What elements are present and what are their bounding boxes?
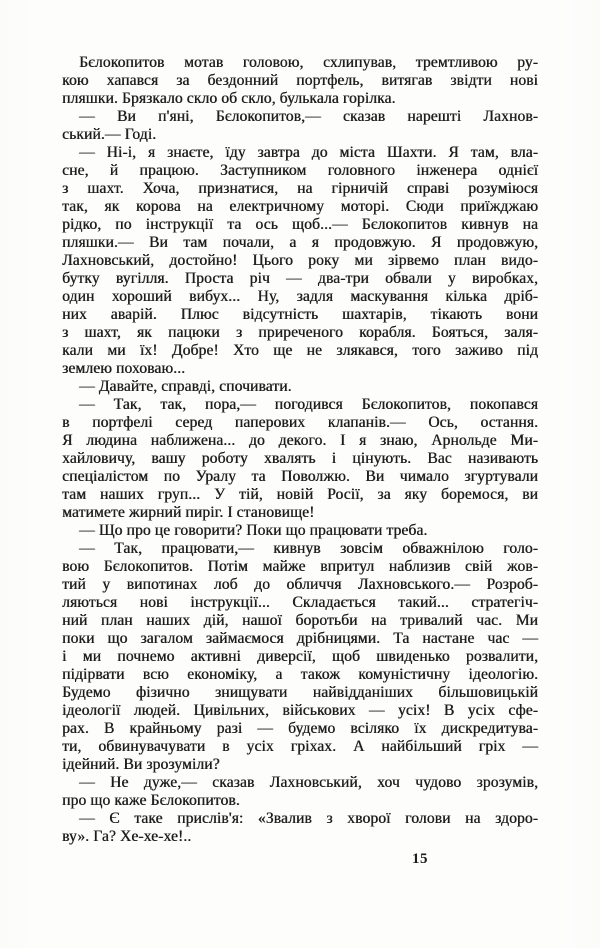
text-line: в портфелі серед паперових клапанів.— Ось, остання. — [62, 414, 538, 431]
text-line: Лахновський, достойно! Цього року ми зірвемо план видо- — [62, 252, 538, 269]
text-line: — Давайте, справді, спочивати. — [79, 378, 292, 395]
text-line: рідко, по інструкції та ось щоб...— Бєлокопитов кивнув на — [62, 216, 538, 233]
text-line: — Так, так, пора,— погодився Бєлокопитов, покопався — [79, 396, 538, 413]
text-line: ляються нові інструкції... Складається такий... стратегіч- — [62, 594, 538, 611]
text-line: Я людина наближена... до декого. І я знаю, Арнольде Ми- — [62, 432, 538, 449]
text-line: вою Бєлокопитов. Потім майже впритул наблизив свій жов- — [62, 558, 538, 575]
text-line: — Є таке прислів'я: «Звалив з хворої голови на здоро- — [79, 810, 538, 827]
text-line: там наших груп... У тій, новій Росії, за яку боремося, ви — [62, 486, 538, 503]
text-line: один хороший вибух... Ну, задля маскування кілька дріб- — [62, 288, 538, 305]
text-line: тий у випотинах лоб до обличчя Лахновського.— Розроб- — [62, 576, 538, 593]
page-number: 15 — [412, 851, 428, 867]
text-block — [62, 54, 538, 846]
text-line: — Ні-і, я знаєте, їду завтра до міста Шахти. Я там, вла- — [79, 144, 538, 161]
text-line: ідеології людей. Цивільних, військових — усіх! В усіх сфе- — [62, 702, 538, 719]
text-line: про що каже Бєлокопитов. — [62, 792, 240, 809]
text-line: кали ми їх! Добре! Хто ще не злякався, того заживо під — [62, 342, 538, 359]
text-line: — Що про це говорити? Поки що працювати треба. — [79, 522, 428, 539]
text-line: поки що загалом займаємося дрібницями. Та настане час — — [62, 630, 538, 647]
text-line: сне, й працюю. Заступником головного інженера однієї — [62, 162, 538, 179]
text-line: матимете жирний пиріг. І становище! — [62, 504, 315, 521]
text-line: рах. В крайньому разі — будемо всіляко їх дискредитува- — [62, 720, 538, 737]
text-line: ти, обвинувачувати в усіх гріхах. А найбільший гріх — — [62, 738, 538, 755]
text-line: Бєлокопитов мотав головою, схлипував, тремтливою ру- — [79, 54, 538, 71]
text-line: — Так, працювати,— кивнув зовсім обважнілою голо- — [79, 540, 538, 557]
text-line: хайловичу, вашу роботу хвалять і цінують. Вас називають — [62, 450, 538, 467]
text-line: з шахт. Хоча, признатися, на гірничій справі розуміюся — [62, 180, 538, 197]
text-line: них аварій. Плюс відсутність шахтарів, тікають вони — [62, 306, 538, 323]
text-line: ву». Га? Хе-хе-хе!.. — [62, 828, 192, 845]
text-line: підірвати всю економіку, а також комуністичну ідеологію. — [62, 666, 538, 683]
text-line: ний план наших дій, нашої боротьби на тривалий час. Ми — [62, 612, 538, 629]
text-line: Будемо фізично знищувати найвідданіших більшовицькій — [62, 684, 538, 701]
text-line: так, як корова на електричному моторі. Сюди приїжджаю — [62, 198, 538, 215]
text-line: з шахт, як пацюки з приреченого корабля. Бояться, заля- — [62, 324, 538, 341]
text-line: спеціалістом по Уралу та Поволжю. Ви чимало згуртували — [62, 468, 538, 485]
text-line: землею поховаю... — [62, 360, 186, 377]
text-line: — Ви п'яні, Бєлокопитов,— сказав нарешті Лахнов- — [79, 108, 538, 125]
text-line: ський.— Годі. — [62, 126, 157, 143]
text-line: кою хапався за бездонний портфель, витягав звідти нові — [62, 72, 538, 89]
text-line: ідейний. Ви зрозуміли? — [62, 756, 220, 773]
text-line: пляшки. Брязкало скло об скло, булькала горілка. — [62, 90, 396, 107]
text-line: і ми почнемо активні диверсії, щоб швиденько розвалити, — [62, 648, 538, 665]
text-line: бутку вугілля. Проста річ — два-три обвали у виробках, — [62, 270, 538, 287]
text-line: — Не дуже,— сказав Лахновський, хоч чудово зрозумів, — [79, 774, 538, 791]
text-line: пляшки.— Ви там почали, а я продовжую. Я продовжую, — [62, 234, 538, 251]
